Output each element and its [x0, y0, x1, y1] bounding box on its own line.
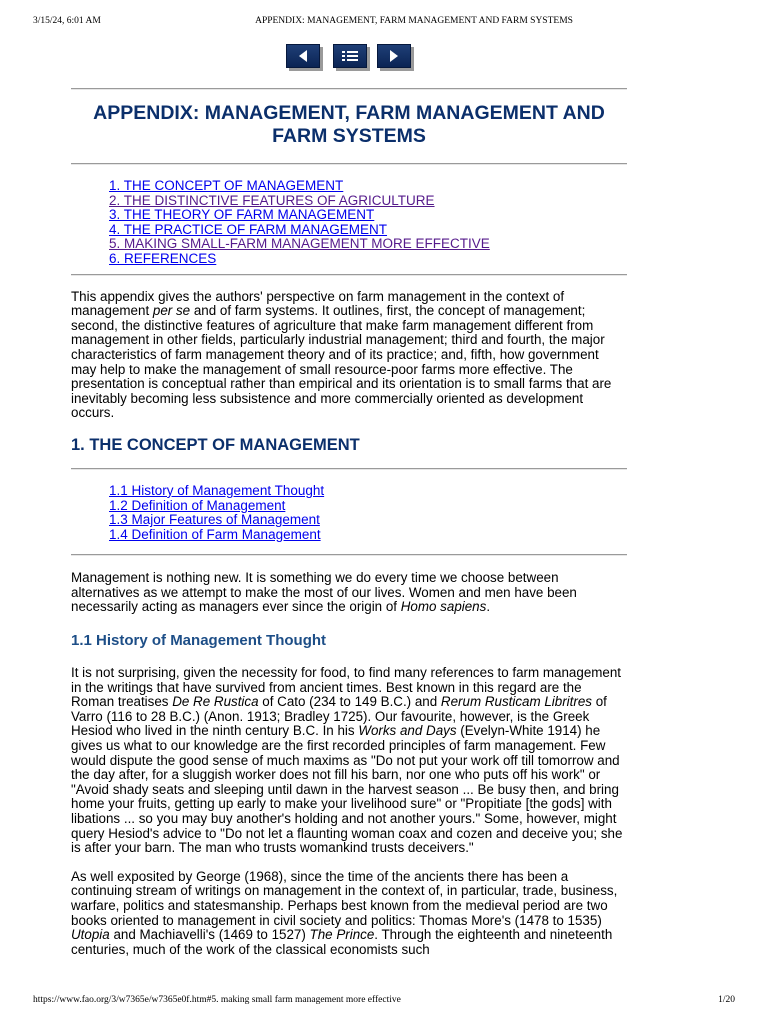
print-datetime: 3/15/24, 6:01 AM: [33, 16, 101, 26]
toc-item: [109, 513, 627, 528]
toc-link-distinctive-features[interactable]: 2. THE DISTINCTIVE FEATURES OF AGRICULTURE: [109, 192, 435, 208]
arrow-right-icon: [387, 49, 401, 63]
toc-item: [109, 237, 627, 252]
concept-paragraph: Management is nothing new. It is something we do every time we choose between alternatives as we attempt to make the most of our lives. Women and men have been necessarily acting as managers ever since the origin of Homo sapiens.: [71, 570, 577, 615]
page-content: [71, 40, 627, 958]
print-title: APPENDIX: MANAGEMENT, FARM MANAGEMENT AND FARM SYSTEMS: [255, 16, 573, 26]
toc-link-practice-of-farm-management[interactable]: 4. THE PRACTICE OF FARM MANAGEMENT: [109, 221, 388, 237]
toc-item: [109, 223, 627, 238]
toc-link-definition-of-management[interactable]: 1.2 Definition of Management: [109, 497, 286, 513]
toc-link-concept-of-management[interactable]: 1. THE CONCEPT OF MANAGEMENT: [109, 178, 344, 193]
print-url: https://www.fao.org/3/w7365e/w7365e0f.htm#5. making small farm management more effective: [33, 995, 401, 1005]
subsection-heading-history: 1.1 History of Management Thought: [71, 632, 327, 650]
toc-item: [109, 528, 627, 543]
page-title-line-1: APPENDIX: MANAGEMENT, FARM MANAGEMENT AND: [93, 102, 605, 124]
toc-link-small-farm-management[interactable]: 5. MAKING SMALL-FARM MANAGEMENT MORE EFFECTIVE: [109, 236, 490, 252]
toc-item: [109, 194, 627, 209]
divider: [71, 554, 627, 556]
print-header: [33, 16, 735, 30]
divider: [71, 274, 627, 276]
list-icon: [340, 49, 360, 63]
print-page-number: 1/20: [718, 995, 735, 1005]
toc-item: [109, 499, 627, 514]
print-footer: [33, 995, 735, 1009]
toc-item: [109, 208, 627, 223]
intro-paragraph: This appendix gives the authors' perspective on farm management in the context of management per se and of farm systems. It outlines, first, the concept of management; second, the distinctive features of agriculture that make farm management different from management in other fields, particularly industrial management; third and fourth, the major characteristics of farm management theory and of its practice; and, fifth, how government may help to make the management of small resource-poor farms more effective. The presentation is conceptual rather than empirical and its orientation is to small farms that are inevitably becoming less subsistence and more commercially oriented as development occurs.: [71, 288, 612, 421]
page-title-line-2: FARM SYSTEMS: [272, 125, 426, 147]
previous-button[interactable]: [286, 44, 320, 68]
toc-item: [109, 179, 627, 194]
toc-item: [109, 252, 627, 267]
divider: [71, 88, 627, 90]
divider: [71, 468, 627, 470]
section-table-of-contents: [71, 484, 627, 542]
toc-link-history-of-management-thought[interactable]: 1.1 History of Management Thought: [109, 482, 325, 498]
history-paragraph-1: It is not surprising, given the necessity for food, to find many references to farm management in the writings that have survived from ancient times. Best known in this regard are the Roman treatises De Re Rustica of Cato (234 to 149 B.C.) and Rerum Rusticam Libritres of Varro (116 to 28 B.C.) (Anon. 1913; Bradley 1725). Our favourite, however, is the Greek Hesiod who lived in the ninth century B.C. In his Works and Days (Evelyn-White 1914) he gives us what to our knowledge are the first recorded principles of farm management. Few would dispute the good sense of much maxims as "Do not put your work off till tomorrow and the day after, for a sluggish worker does not fill his barn, nor one who puts off his work" or "Avoid shady seats and sleeping until dawn in the harvest season ... Be busy then, and bring home your fruits, getting up early to make your livelihood sure" or "Propitiate [the gods] with libations ... so you may buy another's holding and not another yours." Some, however, might query Hesiod's advice to "Do not let a flaunting woman coax and cozen and deceive you; she is after your barn. The man who trusts womankind trusts deceivers.": [71, 665, 623, 856]
toc-link-references[interactable]: 6. REFERENCES: [109, 250, 217, 266]
toc-item: [109, 484, 627, 499]
arrow-left-icon: [296, 49, 310, 63]
table-of-contents: [71, 179, 627, 267]
toc-link-major-features-of-management[interactable]: 1.3 Major Features of Management: [109, 512, 320, 528]
next-button[interactable]: [377, 44, 411, 68]
toc-link-definition-of-farm-management[interactable]: 1.4 Definition of Farm Management: [109, 526, 321, 542]
section-heading-concept-of-management: 1. THE CONCEPT OF MANAGEMENT: [71, 435, 360, 454]
page-title: [71, 102, 627, 148]
history-paragraph-2: As well exposited by George (1968), since the time of the ancients there has been a continuing stream of writings on management in the context of, in particular, trade, business, warfare, politics and statesmanship. Perhaps best known from the medieval period are two books oriented to management in civil society and politics: Thomas More's (1478 to 1535) Utopia and Machiavelli's (1469 to 1527) The Prince. Through the eighteenth and nineteenth centuries, much of the work of the classical economists such: [71, 869, 618, 957]
divider: [71, 163, 627, 165]
toc-link-theory-of-farm-management[interactable]: 3. THE THEORY OF FARM MANAGEMENT: [109, 207, 375, 223]
contents-button[interactable]: [333, 44, 367, 68]
navigation-bar: [71, 40, 627, 80]
